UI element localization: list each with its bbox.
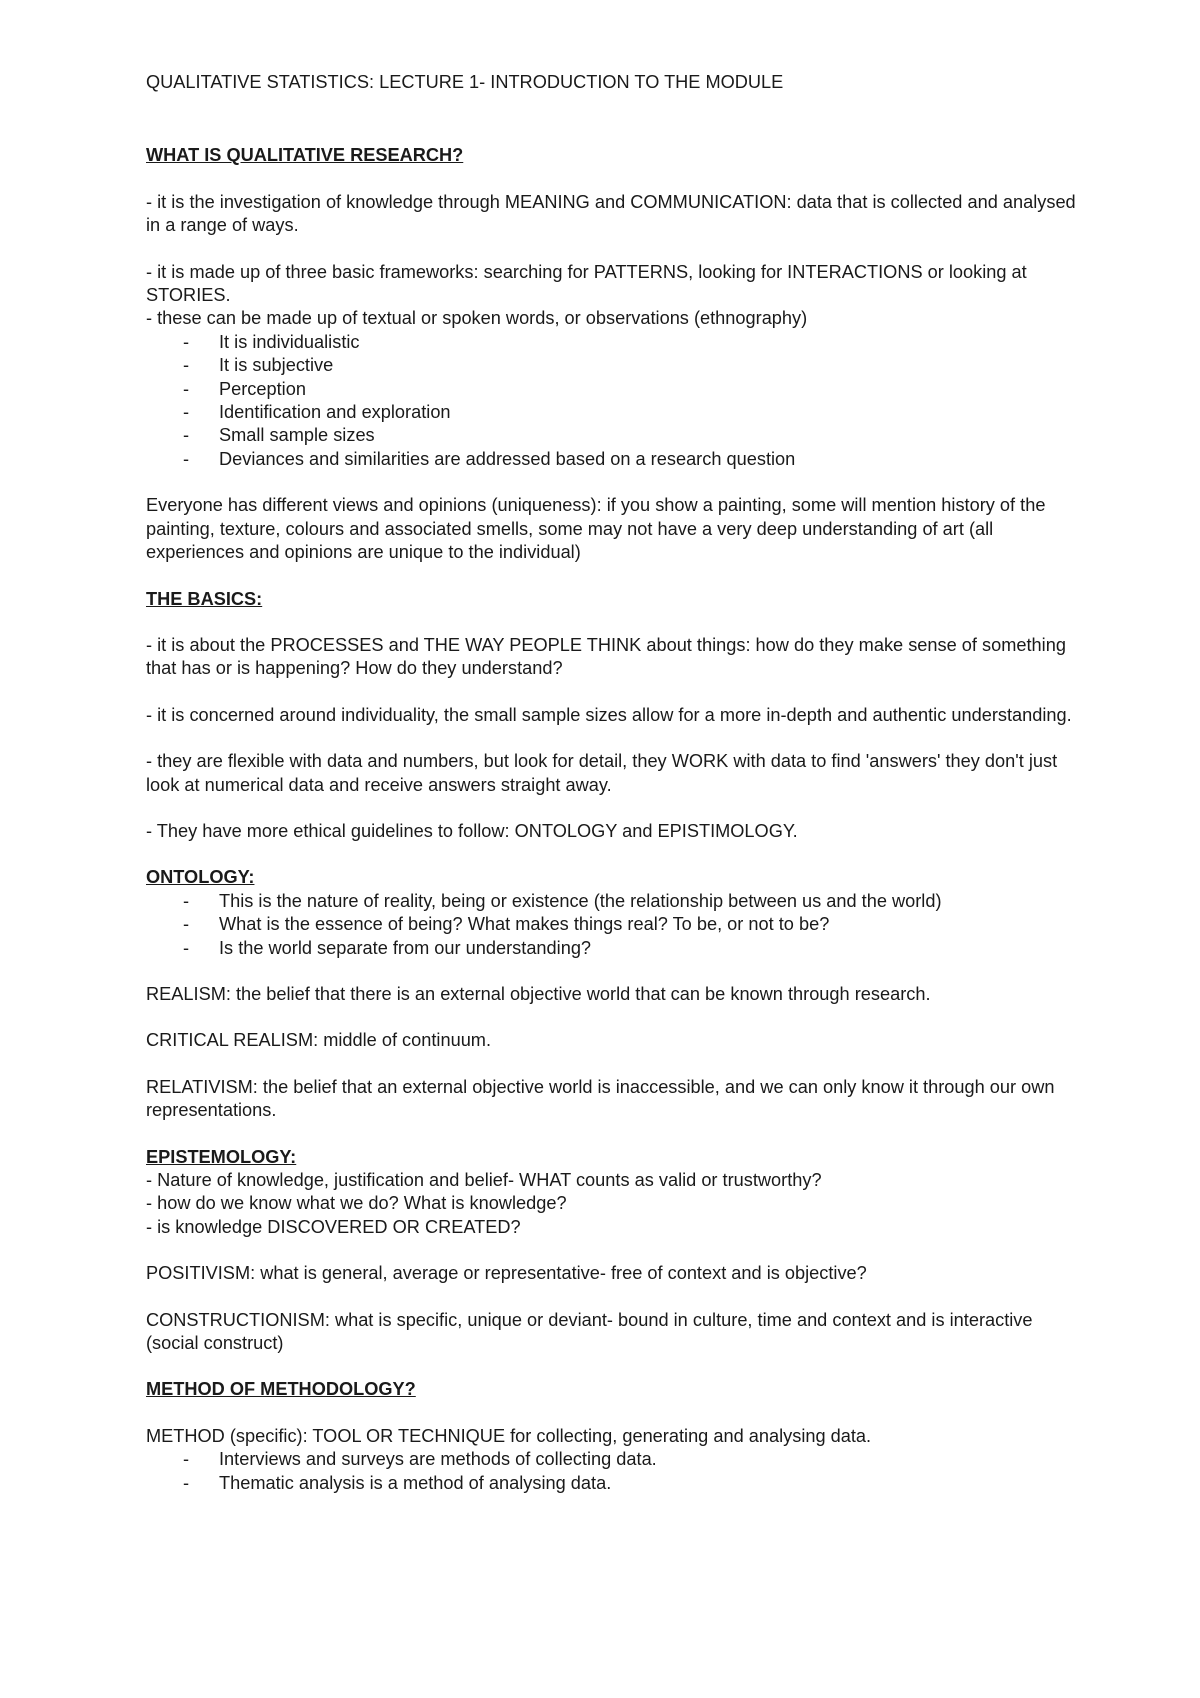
list-item-text: Interviews and surveys are methods of collecting data. bbox=[219, 1449, 657, 1470]
list-item bbox=[146, 401, 1080, 424]
list-item bbox=[146, 937, 1080, 960]
list-item bbox=[146, 1448, 1080, 1471]
dash-bullet: - bbox=[183, 378, 190, 399]
list-item bbox=[146, 448, 1080, 471]
paragraph: - it is concerned around individuality, the small sample sizes allow for a more in-depth and authentic understanding. bbox=[146, 704, 1072, 725]
paragraph: REALISM: the belief that there is an external objective world that can be known through research. bbox=[146, 983, 931, 1004]
paragraph: - they are flexible with data and numbers, but look for detail, they WORK with data to find 'answers' they don't just look at numerical data and receive answers straight away. bbox=[146, 751, 1058, 795]
paragraph: CRITICAL REALISM: middle of continuum. bbox=[146, 1030, 492, 1051]
paragraph: - these can be made up of textual or spoken words, or observations (ethnography) bbox=[146, 308, 808, 329]
dash-bullet: - bbox=[183, 890, 190, 911]
paragraph: CONSTRUCTIONISM: what is specific, unique or deviant- bound in culture, time and context and is interactive (social construct) bbox=[146, 1309, 1033, 1354]
paragraph: - how do we know what we do? What is knowledge? bbox=[146, 1193, 567, 1214]
list-item bbox=[146, 424, 1080, 447]
heading-epistemology: EPISTEMOLOGY: bbox=[146, 1146, 297, 1167]
list-item-text: Perception bbox=[219, 378, 306, 399]
list-item-text: This is the nature of reality, being or existence (the relationship between us and the world) bbox=[219, 890, 942, 911]
bullet-list bbox=[146, 1448, 1080, 1495]
paragraph: - They have more ethical guidelines to follow: ONTOLOGY and EPISTIMOLOGY. bbox=[146, 820, 798, 841]
list-item-text: Small sample sizes bbox=[219, 425, 375, 446]
paragraph: Everyone has different views and opinions (uniqueness): if you show a painting, some will mention history of the painting, texture, colours and associated smells, some may not have a very deep understanding of art (all experiences and opinions are unique to the individual) bbox=[146, 495, 1046, 563]
dash-bullet: - bbox=[183, 1449, 190, 1470]
list-item bbox=[146, 913, 1080, 936]
list-item-text: It is individualistic bbox=[219, 331, 360, 352]
list-item-text: It is subjective bbox=[219, 355, 334, 376]
dash-bullet: - bbox=[183, 937, 190, 958]
dash-bullet: - bbox=[183, 1472, 190, 1493]
paragraph: RELATIVISM: the belief that an external objective world is inaccessible, and we can only know it through our own representations. bbox=[146, 1076, 1055, 1121]
dash-bullet: - bbox=[183, 402, 190, 423]
heading-method-of-methodology: METHOD OF METHODOLOGY? bbox=[146, 1379, 416, 1400]
dash-bullet: - bbox=[183, 425, 190, 446]
paragraph: - it is made up of three basic frameworks: searching for PATTERNS, looking for INTERACTIONS or looking at STORIES. bbox=[146, 261, 1027, 306]
heading-ontology: ONTOLOGY: bbox=[146, 867, 255, 888]
bullet-list bbox=[146, 331, 1080, 471]
document-title: QUALITATIVE STATISTICS: LECTURE 1- INTRODUCTION TO THE MODULE bbox=[146, 72, 784, 92]
list-item bbox=[146, 331, 1080, 354]
paragraph: - it is the investigation of knowledge through MEANING and COMMUNICATION: data that is collected and analysed in a range of ways. bbox=[146, 191, 1076, 236]
list-item-text: Is the world separate from our understanding? bbox=[219, 937, 592, 958]
bullet-list bbox=[146, 890, 1080, 960]
list-item bbox=[146, 1472, 1080, 1495]
paragraph: - it is about the PROCESSES and THE WAY PEOPLE THINK about things: how do they make sense of something that has or is happening? How do they understand? bbox=[146, 634, 1066, 679]
list-item-text: Deviances and similarities are addressed based on a research question bbox=[219, 448, 796, 469]
heading-the-basics: THE BASICS: bbox=[146, 588, 263, 609]
list-item-text: What is the essence of being? What makes things real? To be, or not to be? bbox=[219, 914, 830, 935]
paragraph: METHOD (specific): TOOL OR TECHNIQUE for collecting, generating and analysing data. bbox=[146, 1425, 872, 1446]
paragraph: - Nature of knowledge, justification and belief- WHAT counts as valid or trustworthy? bbox=[146, 1170, 822, 1190]
list-item bbox=[146, 378, 1080, 401]
list-item bbox=[146, 354, 1080, 377]
heading-what-is-qualitative-research: WHAT IS QUALITATIVE RESEARCH? bbox=[146, 145, 464, 166]
list-item-text: Identification and exploration bbox=[219, 402, 451, 423]
paragraph: - is knowledge DISCOVERED OR CREATED? bbox=[146, 1216, 521, 1237]
list-item bbox=[146, 890, 1080, 913]
dash-bullet: - bbox=[183, 448, 190, 469]
dash-bullet: - bbox=[183, 331, 190, 352]
paragraph: POSITIVISM: what is general, average or representative- free of context and is objective? bbox=[146, 1263, 867, 1284]
dash-bullet: - bbox=[183, 914, 190, 935]
dash-bullet: - bbox=[183, 355, 190, 376]
list-item-text: Thematic analysis is a method of analysing data. bbox=[219, 1472, 612, 1493]
